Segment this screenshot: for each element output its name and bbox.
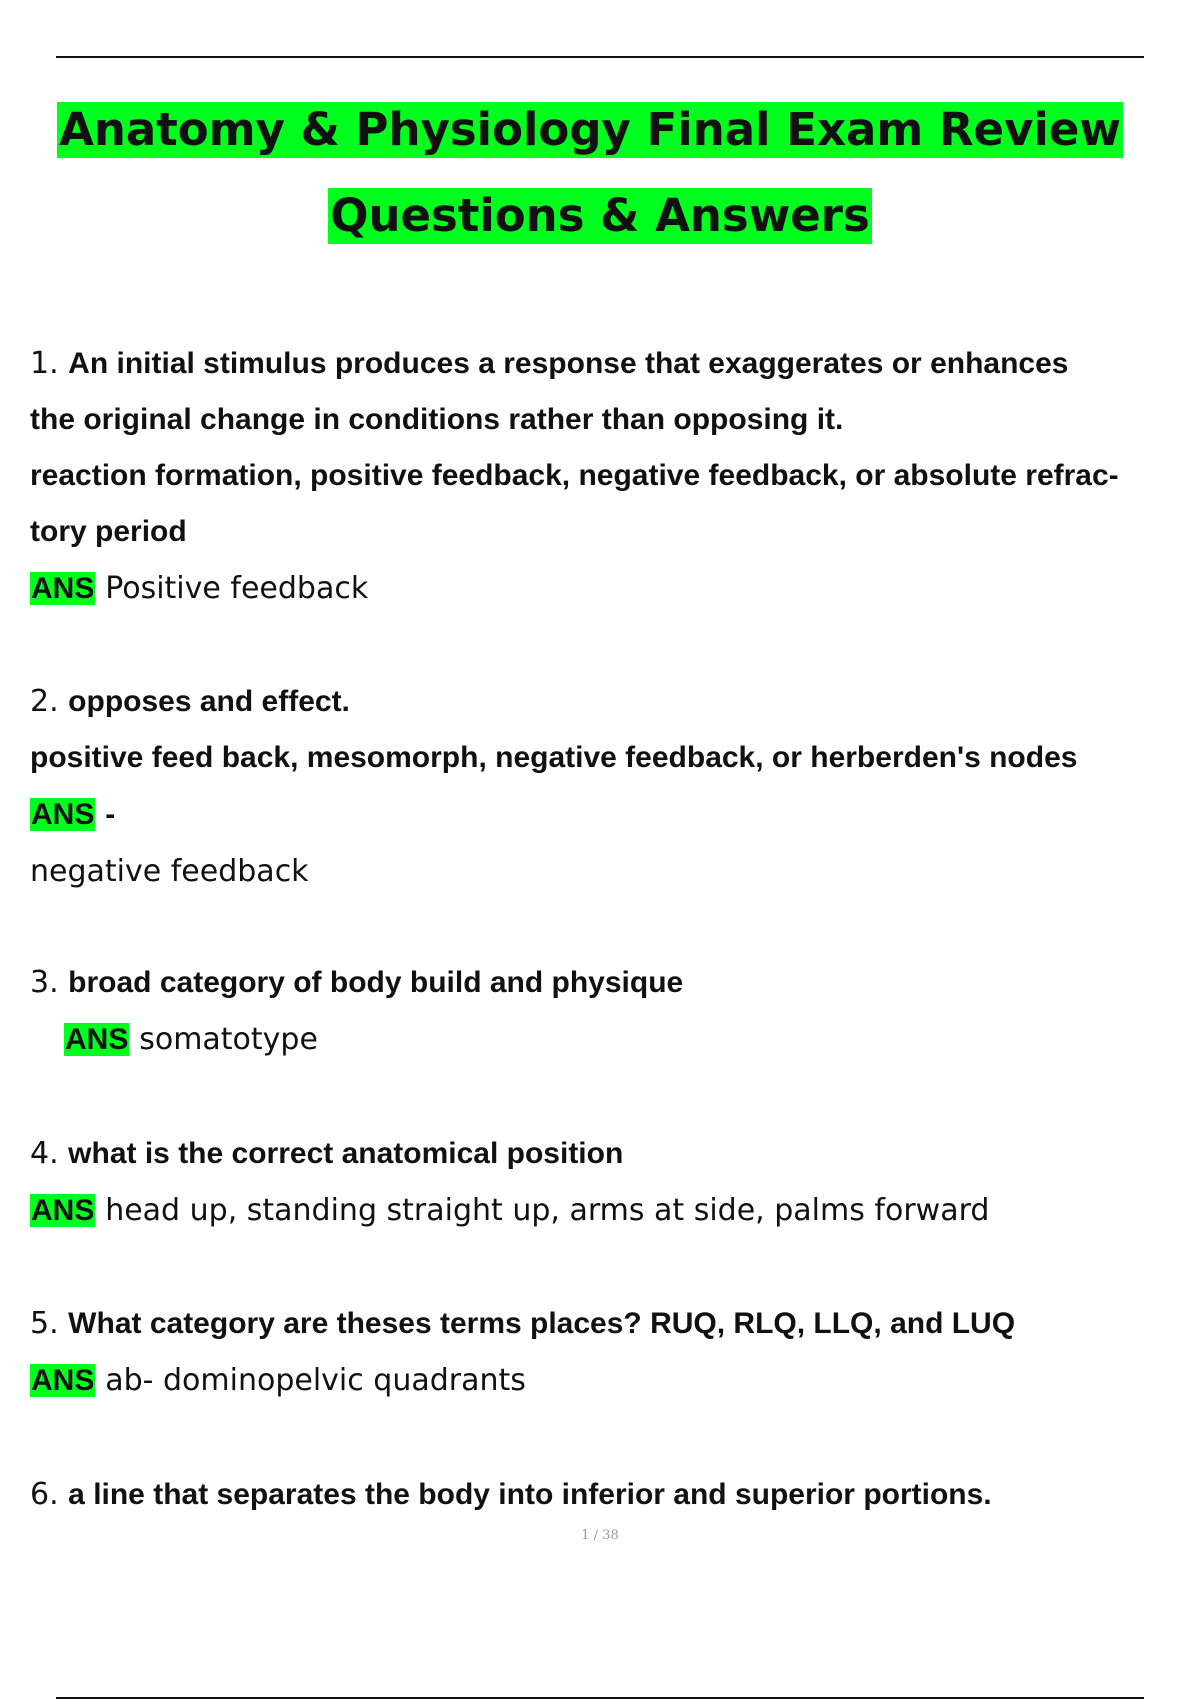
ans-label: ANS bbox=[31, 798, 95, 831]
question-number: 4. bbox=[30, 1136, 59, 1171]
ans-label: ANS bbox=[65, 1023, 129, 1056]
answer-text: head up, standing straight up, arms at side, palms forward bbox=[105, 1193, 990, 1228]
ans-label: ANS bbox=[31, 1194, 95, 1227]
question-header bbox=[30, 1467, 1190, 1523]
question-header bbox=[30, 1126, 1190, 1182]
question-4 bbox=[30, 1126, 1190, 1239]
top-divider bbox=[56, 56, 1144, 58]
title-line-1: Anatomy & Physiology Final Exam Review bbox=[59, 103, 1121, 156]
answer-dash: - bbox=[105, 798, 116, 831]
question-text: broad category of body build and physique bbox=[68, 966, 684, 999]
question-header bbox=[30, 336, 1190, 392]
answer-line-continued bbox=[30, 843, 1190, 900]
title-line-2: Questions & Answers bbox=[330, 189, 870, 242]
answer-line bbox=[30, 560, 1190, 617]
answer-text: somatotype bbox=[139, 1022, 318, 1057]
answer-options-line-2: tory period bbox=[30, 515, 187, 548]
question-3 bbox=[30, 955, 1190, 1068]
question-number: 2. bbox=[30, 684, 59, 719]
ans-label: ANS bbox=[31, 1364, 95, 1397]
question-number: 1. bbox=[30, 346, 59, 381]
answer-options-line-1: reaction formation, positive feedback, negative feedback, or absolute refrac- bbox=[30, 459, 1119, 492]
answer-line bbox=[30, 1011, 1190, 1068]
question-text: what is the correct anatomical position bbox=[68, 1137, 624, 1170]
answer-text: Positive feedback bbox=[105, 571, 369, 606]
ans-label: ANS bbox=[31, 572, 95, 605]
question-text: What category are theses terms places? RUQ, RLQ, LLQ, and LUQ bbox=[68, 1307, 1016, 1340]
question-header bbox=[30, 1296, 1190, 1352]
answer-text: negative feedback bbox=[30, 854, 309, 889]
document-title bbox=[0, 102, 1200, 244]
answer-options-line-1: positive feed back, mesomorph, negative feedback, or herberden's nodes bbox=[30, 741, 1078, 774]
question-text: a line that separates the body into inferior and superior portions. bbox=[68, 1478, 992, 1511]
answer-line bbox=[30, 1352, 1190, 1409]
question-6 bbox=[30, 1467, 1190, 1523]
bottom-divider bbox=[56, 1697, 1144, 1699]
question-header bbox=[30, 674, 1190, 730]
question-1 bbox=[30, 336, 1190, 617]
question-number: 5. bbox=[30, 1306, 59, 1341]
question-5 bbox=[30, 1296, 1190, 1409]
question-text-continued: the original change in conditions rather than opposing it. bbox=[30, 403, 844, 436]
answer-line bbox=[30, 786, 1190, 843]
question-text: An initial stimulus produces a response that exaggerates or enhances bbox=[68, 347, 1069, 380]
answer-text: ab- dominopelvic quadrants bbox=[105, 1363, 526, 1398]
question-text: opposes and effect. bbox=[68, 685, 350, 718]
answer-line bbox=[30, 1182, 1190, 1239]
question-number: 6. bbox=[30, 1477, 59, 1512]
page-indicator: 1 / 38 bbox=[581, 1528, 619, 1543]
question-number: 3. bbox=[30, 965, 59, 1000]
question-header bbox=[30, 955, 1190, 1011]
question-2 bbox=[30, 674, 1190, 900]
